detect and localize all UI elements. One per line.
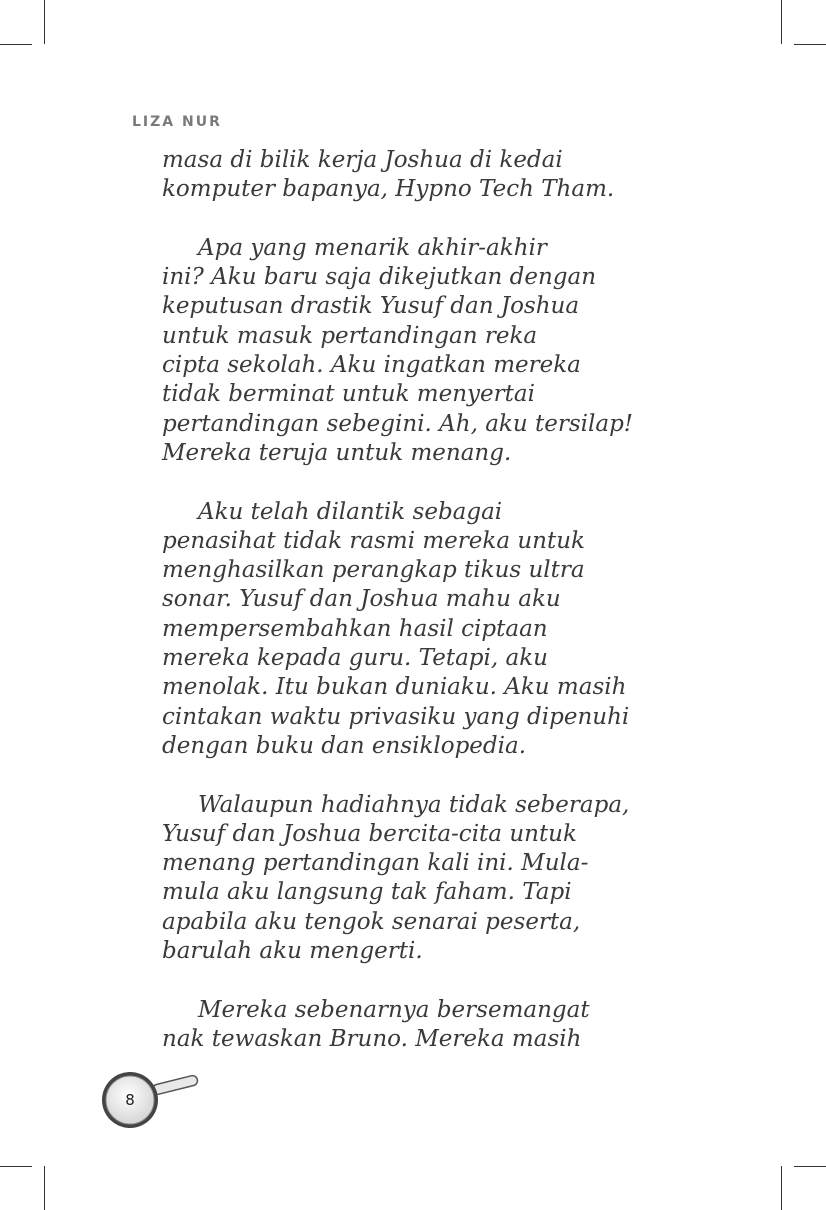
text-line: menolak. Itu bukan duniaku. Aku masih	[162, 674, 627, 701]
text-line: masa di bilik kerja Joshua di kedai	[162, 147, 563, 173]
paragraph	[162, 234, 662, 468]
text-line: mempersembahkan hasil ciptaan	[162, 615, 548, 642]
running-header-author: LIZA NUR	[132, 114, 222, 130]
text-line: dengan buku dan ensiklopedia.	[162, 732, 527, 759]
text-line: Mereka sebenarnya bersemangat	[198, 996, 590, 1023]
text-line: Mereka teruja untuk menang.	[162, 439, 512, 466]
crop-mark-bottom-right-h	[794, 1166, 826, 1167]
text-line: barulah aku mengerti.	[162, 938, 423, 965]
text-line: apabila aku tengok senarai peserta,	[162, 908, 581, 935]
text-line: penasihat tidak rasmi mereka untuk	[162, 527, 585, 554]
text-line: ini? Aku baru saja dikejutkan dengan	[162, 264, 597, 291]
paragraph	[162, 996, 662, 1055]
text-line: untuk masuk pertandingan reka	[162, 322, 538, 349]
text-line: pertandingan sebegini. Ah, aku tersilap!	[162, 410, 634, 437]
text-line: cintakan waktu privasiku yang dipenuhi	[162, 703, 630, 730]
text-line: nak tewaskan Bruno. Mereka masih	[162, 1025, 582, 1052]
crop-mark-bottom-left-h	[0, 1166, 32, 1167]
text-line: komputer bapanya, Hypno Tech Tham.	[162, 176, 615, 203]
page-number: 8	[125, 1091, 135, 1109]
text-line: Aku telah dilantik sebagai	[198, 498, 503, 525]
text-line: Yusuf dan Joshua bercita-cita untuk	[162, 820, 577, 847]
text-line: menang pertandingan kali ini. Mula-	[162, 850, 589, 877]
text-line: menghasilkan perangkap tikus ultra	[162, 557, 585, 584]
text-line: mereka kepada guru. Tetapi, aku	[162, 645, 548, 672]
crop-mark-top-right-h	[794, 44, 826, 45]
crop-mark-bottom-right	[781, 1166, 782, 1210]
text-line: mula aku langsung tak faham. Tapi	[162, 879, 572, 906]
crop-mark-top-left-h	[0, 44, 32, 45]
text-line: keputusan drastik Yusuf dan Joshua	[162, 293, 580, 320]
paragraph	[162, 791, 662, 967]
text-line: Apa yang menarik akhir-akhir	[198, 234, 547, 261]
crop-mark-top-right	[781, 0, 782, 44]
paragraph	[162, 498, 662, 762]
crop-mark-top-left	[44, 0, 45, 44]
text-line: tidak berminat untuk menyertai	[162, 381, 535, 408]
paragraph	[162, 146, 662, 205]
text-line: sonar. Yusuf dan Joshua mahu aku	[162, 586, 561, 613]
text-line: Walaupun hadiahnya tidak seberapa,	[198, 791, 630, 818]
page-body	[162, 146, 662, 1054]
text-line: cipta sekolah. Aku ingatkan mereka	[162, 352, 581, 379]
crop-mark-bottom-left	[44, 1166, 45, 1210]
